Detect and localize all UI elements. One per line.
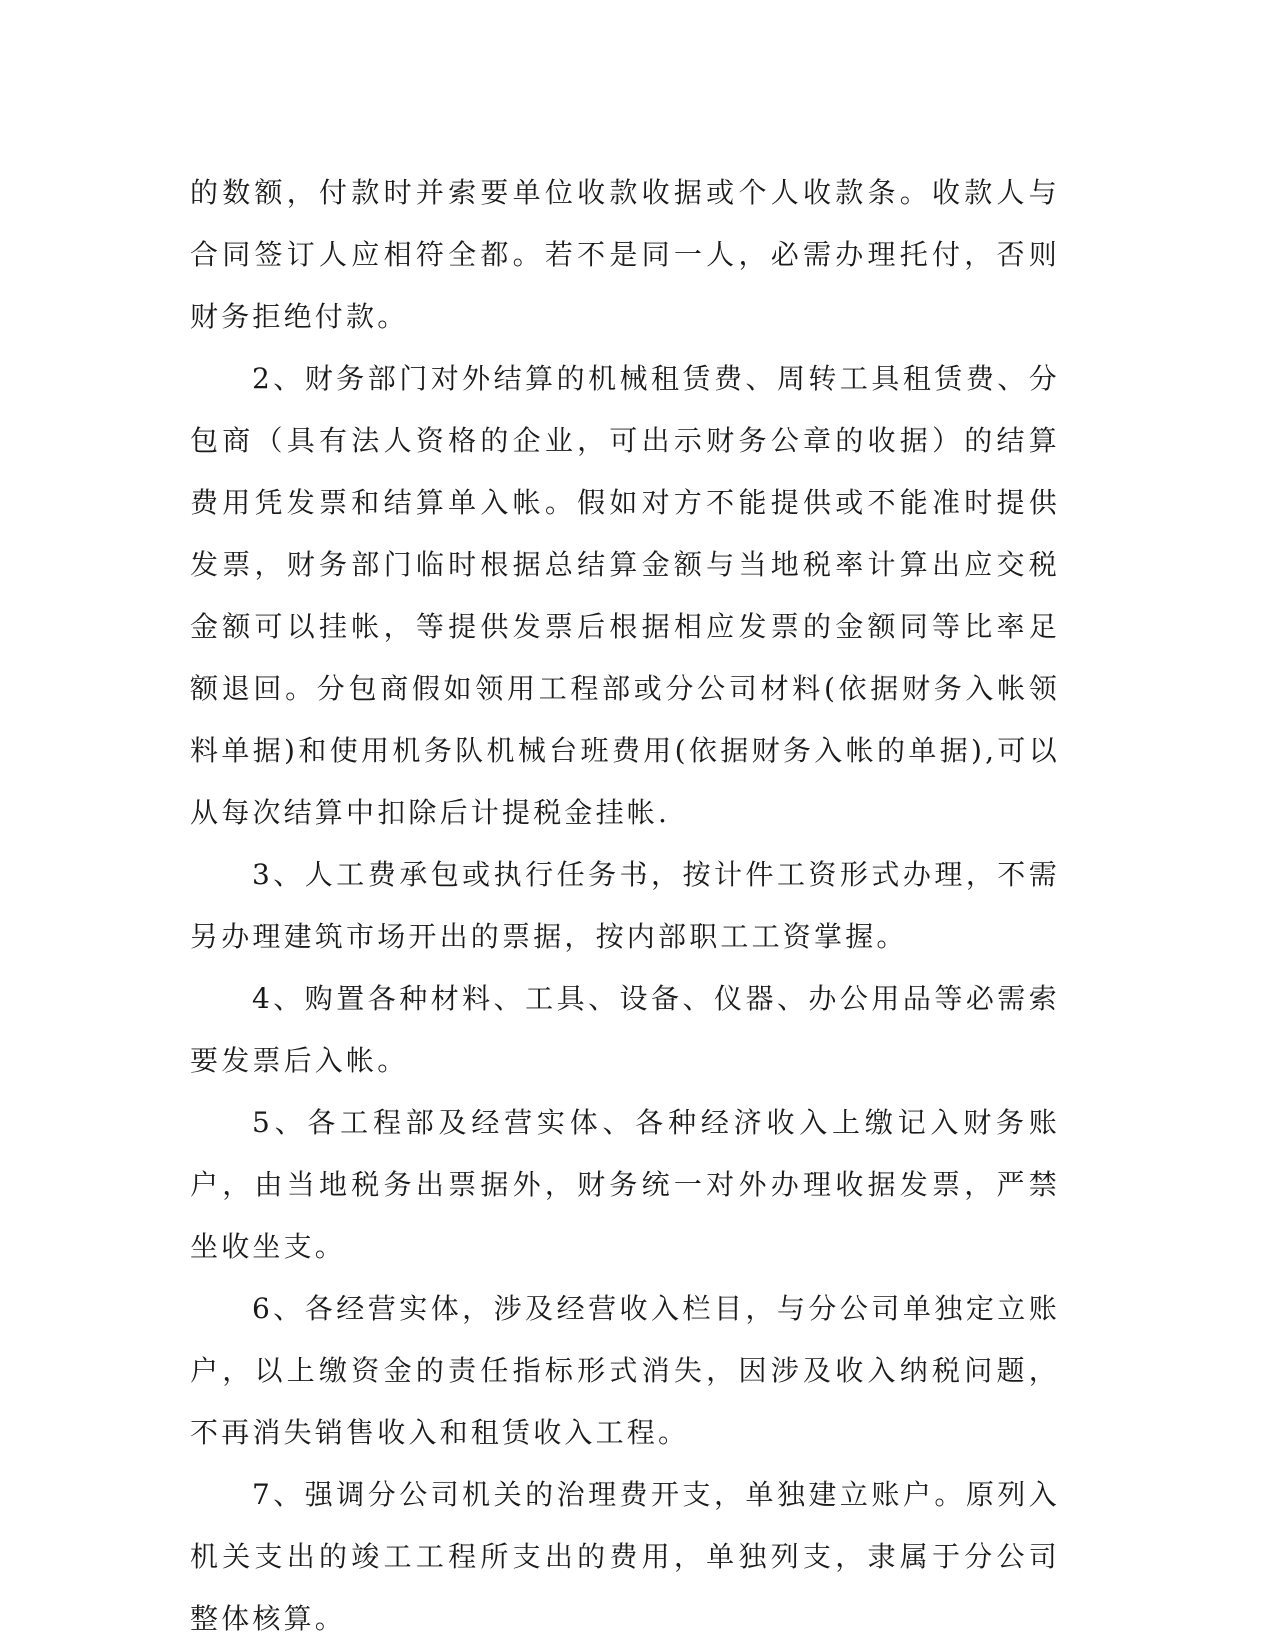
paragraph-item-7: 7、强调分公司机关的治理费开支，单独建立账户。原列入机关支出的竣工工程所支出的费用，单独列支，隶属于分公司整体核算。: [190, 1478, 1060, 1635]
paragraph-item-2: 2、财务部门对外结算的机械租赁费、周转工具租赁费、分包商（具有法人资格的企业，可出示财务公章的收据）的结算费用凭发票和结算单入帐。假如对方不能提供或不能准时提供发票，财务部门临时根据总结算金额与当地税率计算出应交税金额可以挂帐，等提供发票后根据相应发票的金额同等比率足额退回。分包商假如领用工程部或分公司材料(依据财务入帐领料单据)和使用机务队机械台班费用(依据财务入帐的单据),可以从每次结算中扣除后计提税金挂帐.: [190, 362, 1060, 829]
document-body: [190, 162, 1060, 1650]
paragraph-item-3: 3、人工费承包或执行任务书，按计件工资形式办理，不需另办理建筑市场开出的票据，按内部职工工资掌握。: [190, 858, 1060, 953]
paragraph-item-6: 6、各经营实体，涉及经营收入栏目，与分公司单独定立账户，以上缴资金的责任指标形式消失，因涉及收入纳税问题，不再消失销售收入和租赁收入工程。: [190, 1292, 1060, 1449]
paragraph-continuation: 的数额，付款时并索要单位收款收据或个人收款条。收款人与合同签订人应相符全都。若不是同一人，必需办理托付，否则财务拒绝付款。: [190, 176, 1060, 333]
paragraph-item-5: 5、各工程部及经营实体、各种经济收入上缴记入财务账户，由当地税务出票据外，财务统一对外办理收据发票，严禁坐收坐支。: [190, 1106, 1060, 1263]
paragraph-item-4: 4、购置各种材料、工具、设备、仪器、办公用品等必需索要发票后入帐。: [190, 982, 1060, 1077]
